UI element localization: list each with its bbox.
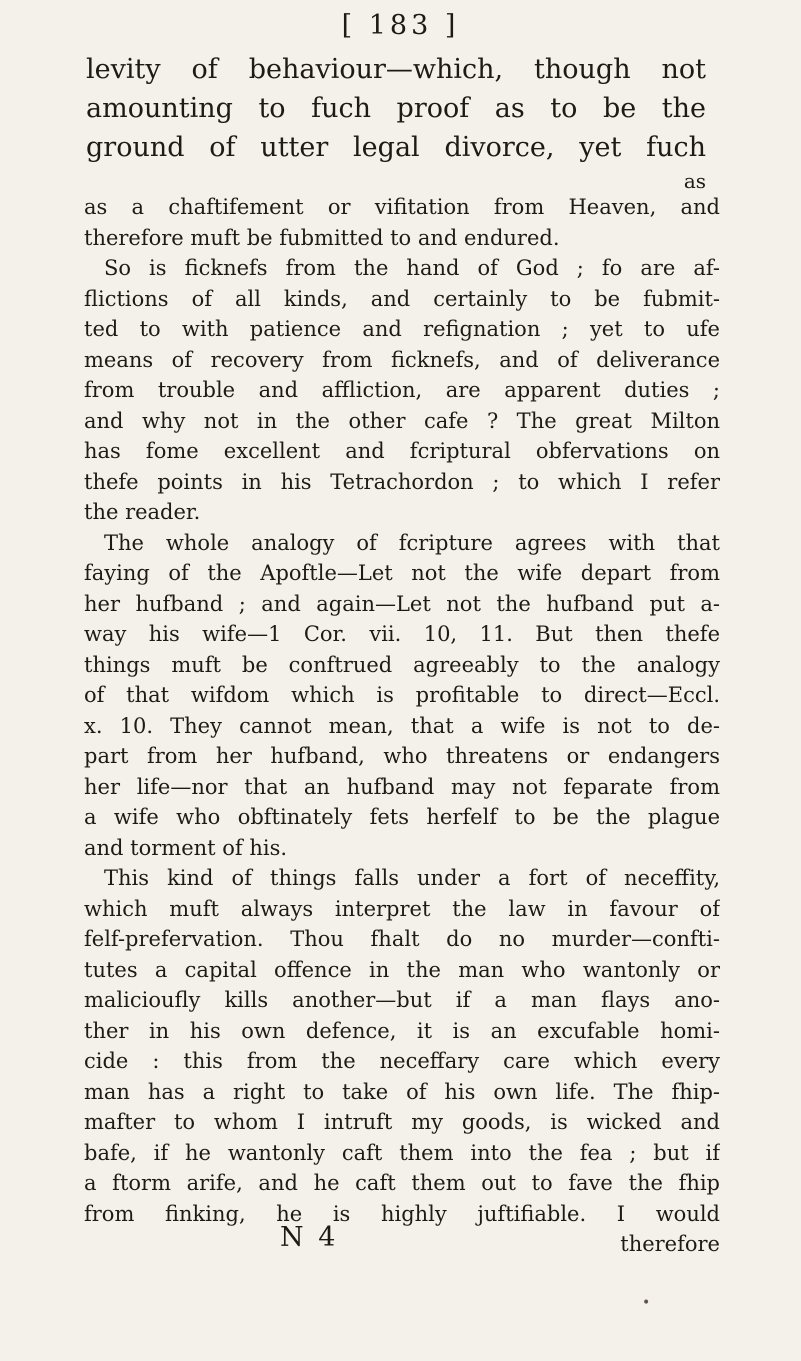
- text-line: thefe points in his Tetrachordon ; to which I refer: [84, 469, 720, 494]
- text-line: the reader.: [84, 500, 201, 524]
- text-line: and torment of his.: [84, 835, 288, 860]
- text-line: So is ficknefs from the hand of God ; fo are af-: [104, 256, 720, 280]
- signature-row: [84, 1222, 720, 1259]
- text-line: means of recovery from ficknefs, and of deliverance: [84, 347, 720, 372]
- text-line: amounting to fuch proof as to be the: [86, 93, 706, 124]
- text-line: a ftorm arife, and he caft them out to fave the fhip: [84, 1171, 720, 1195]
- text-line: tutes a capital offence in the man who wantonly or: [84, 957, 720, 982]
- text-line: levity of behaviour—which, though not: [86, 54, 706, 85]
- text-line: has fome excellent and fcriptural obfervations on: [84, 439, 720, 463]
- main-text-block: [84, 192, 720, 1259]
- text-line: felf-prefervation. Thou fhalt do no murder—confti-: [84, 927, 720, 951]
- text-line: her life—nor that an hufband may not feparate from: [84, 774, 720, 799]
- text-line: This kind of things falls under a fort of neceffity,: [104, 866, 720, 890]
- text-line: from finking, he is highly juftifiable. I would: [84, 1201, 720, 1226]
- text-line: malicioufly kills another—but if a man flays ano-: [84, 988, 720, 1012]
- text-line: as a chaftifement or vifitation from Heaven, and: [84, 195, 720, 219]
- carry-over-passage: [86, 50, 706, 193]
- text-line: from trouble and affliction, are apparent duties ;: [84, 378, 720, 402]
- text-line: ted to with patience and refignation ; yet to ufe: [84, 317, 720, 341]
- text-line: man has a right to take of his own life. The fhip-: [84, 1079, 720, 1104]
- text-line: which muft always interpret the law in favour of: [84, 896, 720, 921]
- text-line: ther in his own defence, it is an excufable homi-: [84, 1018, 720, 1043]
- text-line: x. 10. They cannot mean, that a wife is not to de-: [84, 713, 720, 738]
- text-line: mafter to whom I intruft my goods, is wicked and: [84, 1110, 720, 1134]
- text-line: cide : this from the neceffary care which every: [84, 1049, 720, 1073]
- ink-speck: •: [642, 1295, 651, 1311]
- catchword: as: [683, 169, 706, 193]
- text-line: and why not in the other cafe ? The great Milton: [84, 408, 720, 433]
- text-line: The whole analogy of fcripture agrees with that: [104, 530, 720, 555]
- text-line: bafe, if he wantonly caft them into the fea ; but if: [84, 1140, 720, 1165]
- text-line: things muft be conftrued agreeably to the analogy: [84, 652, 720, 677]
- text-line: flictions of all kinds, and certainly to be fubmit-: [84, 286, 720, 311]
- page-number: [ 183 ]: [341, 10, 460, 41]
- text-line: her hufband ; and again—Let not the hufband put a-: [84, 591, 720, 616]
- text-line: part from her hufband, who threatens or endangers: [84, 744, 720, 768]
- text-line: ground of utter legal divorce, yet fuch: [86, 132, 706, 163]
- text-line: a wife who obftinately fets herfelf to be the plague: [84, 805, 720, 829]
- signature-mark: N 4: [280, 1222, 339, 1253]
- text-line: of that wifdom which is profitable to direct—Eccl.: [84, 683, 720, 707]
- catchword: therefore: [620, 1232, 720, 1256]
- text-line: faying of the Apoftle—Let not the wife depart from: [84, 561, 720, 585]
- text-line: therefore muft be fubmitted to and endured.: [84, 225, 560, 250]
- text-line: way his wife—1 Cor. vii. 10, 11. But then thefe: [84, 622, 720, 646]
